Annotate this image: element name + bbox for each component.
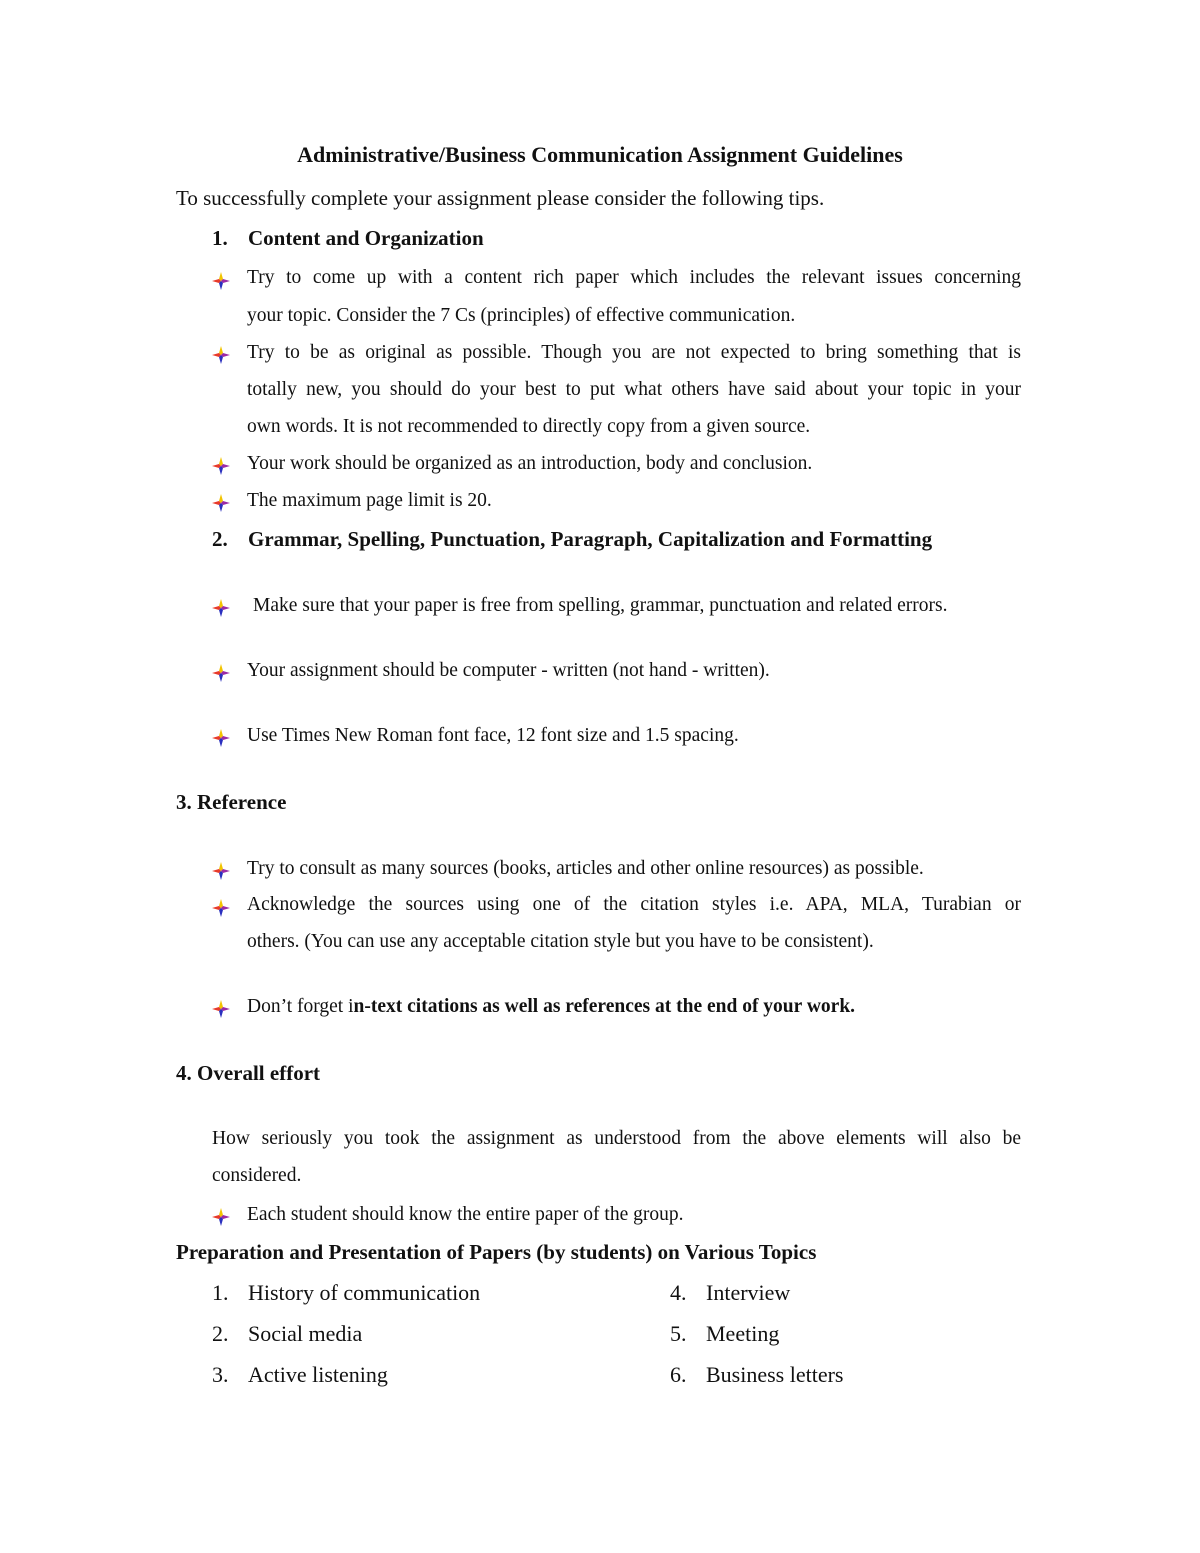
- s2-bullet-3: Use Times New Roman font face, 12 font size and 1.5 spacing.: [247, 725, 739, 746]
- section-1-heading-text: Content and Organization: [248, 226, 484, 250]
- bullet-star-icon: [212, 599, 230, 617]
- section-2-heading-text: Grammar, Spelling, Punctuation, Paragraph, Capitalization and Formatting: [248, 527, 933, 551]
- section-1-heading: [212, 226, 484, 251]
- s3-bullet-2-line-1: Acknowledge the sources using one of the citation styles i.e. APA, MLA, Turabian or: [247, 894, 1021, 915]
- bullet-star-icon: [212, 899, 230, 917]
- s3-bullet-3: [247, 996, 855, 1018]
- section-1-number: 1.: [212, 226, 228, 250]
- bullet-star-icon: [212, 272, 230, 290]
- section-4-heading: 4. Overall effort: [176, 1061, 321, 1085]
- bullet-star-icon: [212, 862, 230, 880]
- s3-bullet-3-bold: n-text citations as well as references at the end of your work.: [353, 996, 856, 1017]
- topic-number: 2.: [212, 1321, 229, 1346]
- bullet-star-icon: [212, 1000, 230, 1018]
- s3-bullet-1: Try to consult as many sources (books, articles and other online resources) as possible.: [247, 858, 924, 879]
- s4-paragraph-line-1: How seriously you took the assignment as understood from the above elements will also be: [212, 1128, 1021, 1149]
- topic-item: [212, 1321, 362, 1347]
- topic-number: 3.: [212, 1362, 229, 1387]
- section-2-number: 2.: [212, 527, 228, 551]
- s2-bullet-1: Make sure that your paper is free from spelling, grammar, punctuation and related errors.: [253, 595, 948, 616]
- topic-label: Social media: [248, 1321, 363, 1346]
- topic-label: History of communication: [248, 1280, 481, 1305]
- bullet-star-icon: [212, 664, 230, 682]
- s4-paragraph-line-2: considered.: [212, 1165, 302, 1186]
- s1-bullet-4: The maximum page limit is 20.: [247, 490, 492, 511]
- topic-label: Meeting: [706, 1321, 780, 1346]
- topic-item: [670, 1321, 779, 1347]
- topic-item: [670, 1362, 844, 1388]
- page-title: Administrative/Business Communication Assignment Guidelines: [297, 142, 903, 167]
- topic-label: Active listening: [248, 1362, 388, 1387]
- topic-number: 1.: [212, 1280, 229, 1305]
- topic-number: 4.: [670, 1280, 687, 1305]
- bullet-star-icon: [212, 729, 230, 747]
- s1-bullet-2-line-1: Try to be as original as possible. Though you are not expected to bring something that is: [247, 342, 1021, 363]
- s4-bullet-1: Each student should know the entire paper of the group.: [247, 1204, 684, 1225]
- intro-text: To successfully complete your assignment please consider the following tips.: [176, 186, 825, 210]
- topics-heading: Preparation and Presentation of Papers (by students) on Various Topics: [176, 1240, 817, 1264]
- s3-bullet-2-line-2: others. (You can use any acceptable citation style but you have to be consistent).: [247, 931, 874, 952]
- bullet-star-icon: [212, 457, 230, 475]
- s1-bullet-1-line-1: Try to come up with a content rich paper which includes the relevant issues concerning: [247, 267, 1021, 288]
- s3-bullet-3-normal: Don’t forget i: [247, 996, 354, 1017]
- s1-bullet-2-line-3: own words. It is not recommended to directly copy from a given source.: [247, 416, 811, 437]
- bullet-star-icon: [212, 346, 230, 364]
- section-3-heading: 3. Reference: [176, 790, 287, 814]
- topic-item: [212, 1362, 388, 1388]
- section-2-heading: [212, 527, 932, 552]
- s2-bullet-2: Your assignment should be computer - written (not hand - written).: [247, 660, 770, 681]
- topic-item: [670, 1280, 790, 1306]
- topic-label: Interview: [706, 1280, 791, 1305]
- s1-bullet-1-line-2: your topic. Consider the 7 Cs (principles) of effective communication.: [247, 305, 796, 326]
- topic-number: 6.: [670, 1362, 687, 1387]
- bullet-star-icon: [212, 494, 230, 512]
- bullet-star-icon: [212, 1208, 230, 1226]
- topic-number: 5.: [670, 1321, 687, 1346]
- s1-bullet-3: Your work should be organized as an introduction, body and conclusion.: [247, 453, 813, 474]
- topic-label: Business letters: [706, 1362, 844, 1387]
- s1-bullet-2-line-2: totally new, you should do your best to put what others have said about your topic in your: [247, 379, 1021, 400]
- topic-item: [212, 1280, 480, 1306]
